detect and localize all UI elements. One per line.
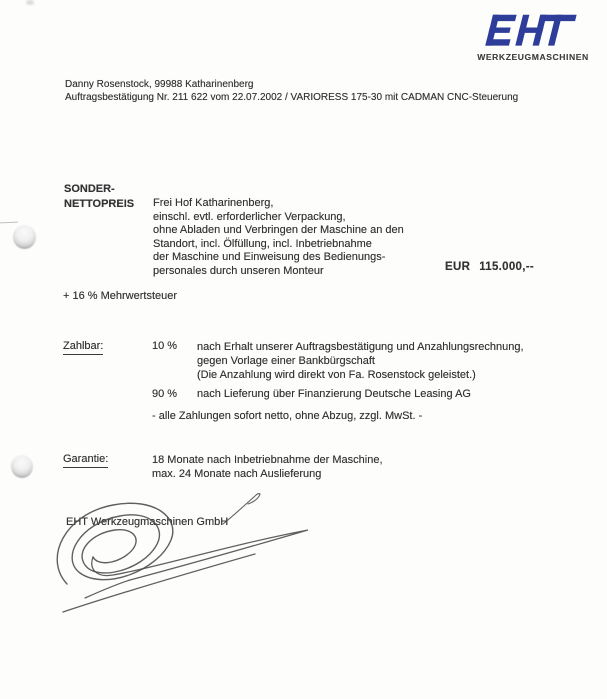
punch-hole-top [13,225,36,249]
punch-hole-bottom [11,455,33,478]
signing-company: EHT Werkzeugmaschinen GmbH [66,516,229,528]
company-logo [473,13,593,62]
customer-line: Danny Rosenstock, 99988 Katharinenberg [65,79,254,90]
payment-percent-1: 10 % [152,340,178,352]
description-line: ohne Abladen und Verbringen der Maschine an den [153,224,404,236]
description-line: Standort, incl. Ölfüllung, incl. Inbetriebnahme [153,237,372,250]
reference-header [65,79,518,104]
price-label [64,182,134,211]
payment-terms-1 [197,340,524,382]
price-amount: 115.000,-- [479,261,534,273]
warranty-line: 18 Monate nach Inbetriebnahme der Maschine, [152,454,383,466]
description-line: Frei Hof Katharinenberg, [153,197,274,209]
payment-label: Zahlbar: [63,340,103,355]
description-line: personales durch unseren Monteur [153,264,324,277]
payment-line: nach Erhalt unserer Auftragsbestätigung und Anzahlungsrechnung, [197,341,524,353]
price-label-line2: NETTOPREIS [64,197,135,210]
payment-percent-2: 90 % [152,388,178,400]
payment-line: (Die Anzahlung wird direkt von Fa. Rosenstock geleistet.) [197,369,476,381]
eht-logo-icon [483,13,583,51]
logo-subtitle: WERKZEUGMASCHINEN [477,52,589,62]
scan-edge-mark [0,222,18,224]
description-line: einschl. evtl. erforderlicher Verpackung, [153,210,346,223]
payment-terms-2: nach Lieferung über Finanzierung Deutsche Leasing AG [197,388,471,400]
handwritten-signature [25,488,325,623]
warranty-terms [152,453,383,481]
currency: EUR [445,261,471,273]
order-reference-line: Auftragsbestätigung Nr. 211 622 vom 22.07.2002 / VARIORESS 175-30 mit CADMAN CNC-Steuerung [65,91,519,103]
price-description [153,197,404,278]
scan-speck [26,0,34,5]
warranty-line: max. 24 Monate nach Auslieferung [152,468,322,480]
payment-line: gegen Vorlage einer Bankbürgschaft [197,355,375,367]
description-line: der Maschine und Einweisung des Bedienungs- [153,251,386,263]
net-price [445,261,534,275]
price-label-line1: SONDER- [64,183,115,195]
payment-note: - alle Zahlungen sofort netto, ohne Abzug, zzgl. MwSt. - [152,410,423,422]
vat-note: + 16 % Mehrwertsteuer [63,290,178,302]
warranty-label: Garantie: [63,453,108,468]
